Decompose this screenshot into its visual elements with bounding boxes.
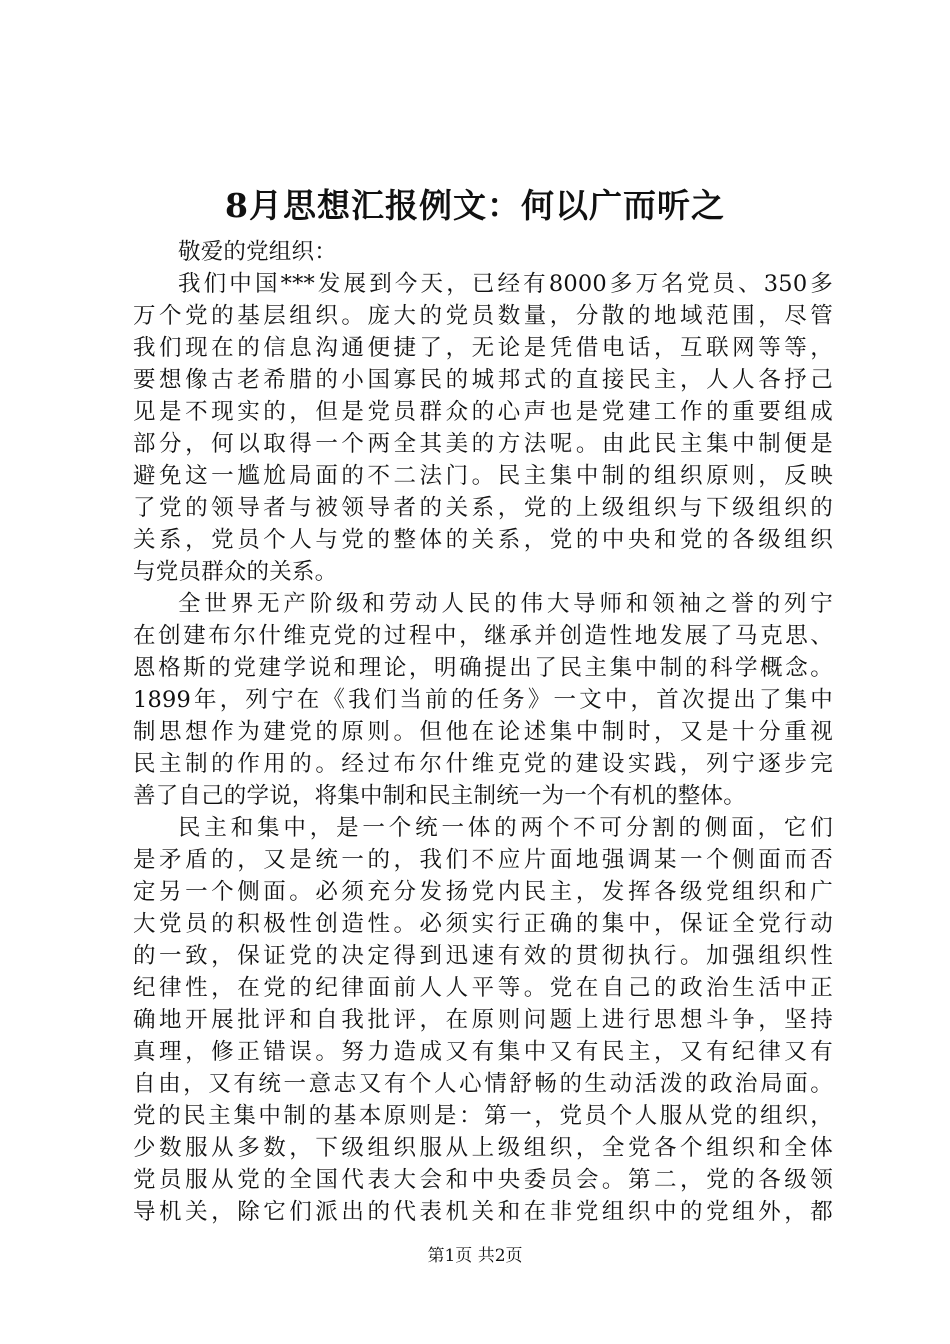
text-line: 敬爱的党组织： — [178, 239, 337, 265]
text-line: 制思想作为建党的原则。但他在论述集中制时，又是十分重视 — [133, 719, 833, 745]
text-line: 党员服从党的全国代表大会和中央委员会。第二，党的各级领 — [133, 1167, 833, 1193]
text-line: 大党员的积极性创造性。必须实行正确的集中，保证全党行动 — [133, 911, 833, 937]
text-line: 见是不现实的，但是党员群众的心声也是党建工作的重要组成 — [133, 399, 833, 425]
text-line: 全世界无产阶级和劳动人民的伟大导师和领袖之誉的列宁 — [178, 591, 833, 617]
document-body — [133, 236, 833, 1228]
text-line: 定另一个侧面。必须充分发扬党内民主，发挥各级党组织和广 — [133, 879, 833, 905]
text-line: 1899年，列宁在《我们当前的任务》一文中，首次提出了集中 — [133, 687, 833, 713]
text-line: 党的民主集中制的基本原则是：第一，党员个人服从党的组织， — [133, 1103, 833, 1129]
text-line: 确地开展批评和自我批评，在原则问题上进行思想斗争，坚持 — [133, 1007, 833, 1033]
text-line: 关系，党员个人与党的整体的关系，党的中央和党的各级组织 — [133, 527, 833, 553]
text-line: 是矛盾的，又是统一的，我们不应片面地强调某一个侧面而否 — [133, 847, 833, 873]
text-line: 的一致，保证党的决定得到迅速有效的贯彻执行。加强组织性 — [133, 943, 833, 969]
document-title: 8月思想汇报例文：何以广而听之 — [225, 186, 725, 225]
text-line: 民主和集中，是一个统一体的两个不可分割的侧面，它们 — [178, 815, 833, 841]
text-line: 要想像古老希腊的小国寡民的城邦式的直接民主，人人各抒己 — [133, 367, 833, 393]
text-line: 真理，修正错误。努力造成又有集中又有民主，又有纪律又有 — [133, 1039, 833, 1065]
text-line: 部分，何以取得一个两全其美的方法呢。由此民主集中制便是 — [133, 431, 833, 457]
text-line: 我们现在的信息沟通便捷了，无论是凭借电话，互联网等等， — [133, 335, 833, 361]
text-line: 避免这一尴尬局面的不二法门。民主集中制的组织原则，反映 — [133, 463, 833, 489]
text-line: 自由，又有统一意志又有个人心情舒畅的生动活泼的政治局面。 — [133, 1071, 833, 1097]
text-line: 与党员群众的关系。 — [133, 559, 338, 585]
text-line: 纪律性，在党的纪律面前人人平等。党在自己的政治生活中正 — [133, 975, 833, 1001]
page-number-footer: 第1页 共2页 — [427, 1246, 523, 1266]
text-line: 恩格斯的党建学说和理论，明确提出了民主集中制的科学概念。 — [133, 655, 833, 681]
text-line: 了党的领导者与被领导者的关系，党的上级组织与下级组织的 — [133, 495, 833, 521]
text-line: 善了自己的学说，将集中制和民主制统一为一个有机的整体。 — [133, 783, 746, 809]
text-line: 少数服从多数，下级组织服从上级组织，全党各个组织和全体 — [133, 1135, 833, 1161]
text-line: 我们中国***发展到今天，已经有8000多万名党员、350多 — [178, 271, 833, 297]
text-line: 万个党的基层组织。庞大的党员数量，分散的地域范围，尽管 — [133, 303, 833, 329]
text-line: 民主制的作用的。经过布尔什维克党的建设实践，列宁逐步完 — [133, 751, 833, 777]
text-line: 在创建布尔什维克党的过程中，继承并创造性地发展了马克思、 — [133, 623, 833, 649]
text-line: 导机关，除它们派出的代表机关和在非党组织中的党组外，都 — [133, 1199, 833, 1225]
